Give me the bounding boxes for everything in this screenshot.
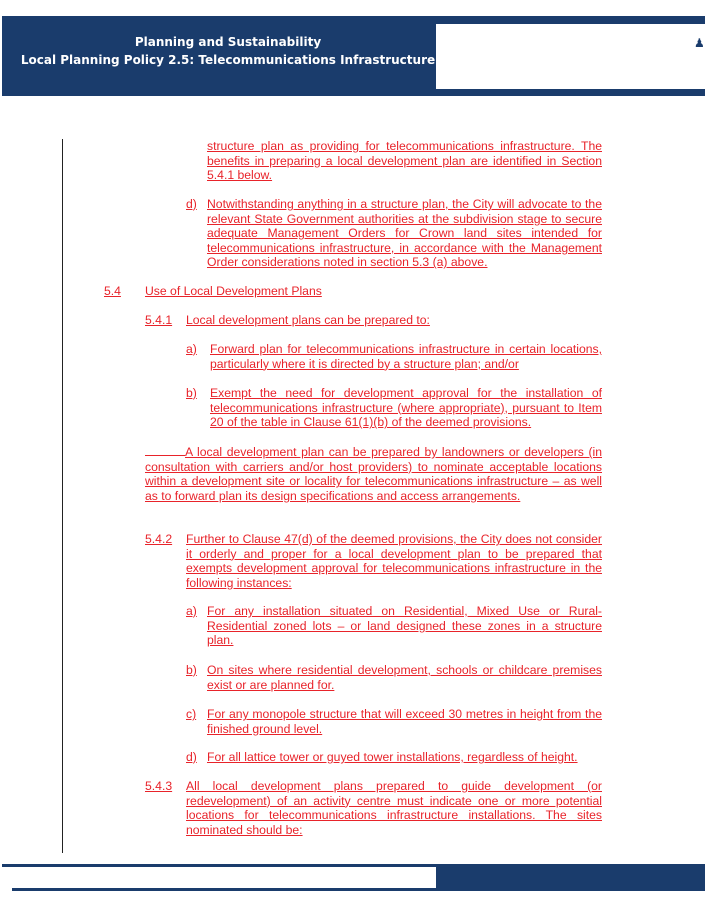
footer-block	[436, 867, 705, 890]
list-marker: c)	[186, 707, 197, 721]
section-heading: Use of Local Development Plans	[145, 284, 322, 298]
subsection-number: 5.4.3	[145, 779, 173, 793]
page-title	[10, 33, 446, 69]
list-marker: d)	[186, 197, 197, 211]
header-logo-area	[436, 24, 705, 89]
ldp-paragraph	[145, 444, 602, 503]
title-line-2: Local Planning Policy 2.5: Telecommunications Infrastructure	[20, 53, 436, 67]
subsection-number: 5.4.2	[145, 532, 173, 546]
footer-rule-bottom	[12, 888, 705, 891]
list-item-a: For any installation situated on Residential, Mixed Use or Rural-Residential zoned lots – or land designed these zones in a structure plan.	[207, 604, 602, 648]
list-item-b: Exempt the need for development approval for the installation of telecommunications infrastructure (where appropriate), pursuant to Item 20 of the table in Clause 61(1)(b) of the deemed provisions.	[210, 386, 602, 430]
list-marker: b)	[186, 386, 197, 400]
list-item-b: On sites where residential development, schools or childcare premises exist or are planned for.	[207, 663, 602, 692]
list-item-d: Notwithstanding anything in a structure plan, the City will advocate to the relevant State Government authorities at the subdivision stage to secure adequate Management Orders for Crown land sites intended for telecommunications infrastructure, in accordance with the Management Order considerations noted in section 5.3 (a) above.	[207, 197, 602, 270]
subsection-text: Further to Clause 47(d) of the deemed provisions, the City does not consider it orderly and proper for a local development plan to be prepared that exempts development approval for telecommunications infrastructure in the following instances:	[186, 532, 602, 590]
subsection-number: 5.4.1	[145, 313, 173, 327]
ldp-paragraph-text: A local development plan can be prepared by landowners or developers (in consultation with carriers and/or host providers) to nominate acceptable locations within a development site or locality for telecommunications infrastructure – as well as to forward plan its design specifications and access arrangements.	[145, 445, 602, 503]
section-number: 5.4	[104, 284, 121, 298]
list-marker: a)	[186, 342, 197, 356]
list-marker: d)	[186, 750, 197, 764]
list-item-c: For any monopole structure that will exceed 30 metres in height from the finished ground level.	[207, 707, 602, 736]
indent-underline	[145, 444, 185, 456]
person-icon: ♟	[694, 36, 705, 50]
subsection-text: All local development plans prepared to guide development (or redevelopment) of an activity centre must indicate one or more potential locations for telecommunications infrastructure installations. The sites nominated should be:	[186, 779, 602, 837]
list-marker: a)	[186, 604, 197, 618]
subsection-text: Local development plans can be prepared to:	[186, 313, 430, 327]
continuation-paragraph: structure plan as providing for telecommunications infrastructure. The benefits in preparing a local development plan are identified in Section 5.4.1 below.	[207, 139, 602, 183]
list-item-d: For all lattice tower or guyed tower installations, regardless of height.	[207, 750, 578, 764]
change-bar	[62, 139, 63, 853]
list-item-a: Forward plan for telecommunications infrastructure in certain locations, particularly where it is directed by a structure plan; and/or	[210, 342, 602, 371]
title-line-1: Planning and Sustainability	[134, 35, 322, 49]
list-marker: b)	[186, 663, 197, 677]
